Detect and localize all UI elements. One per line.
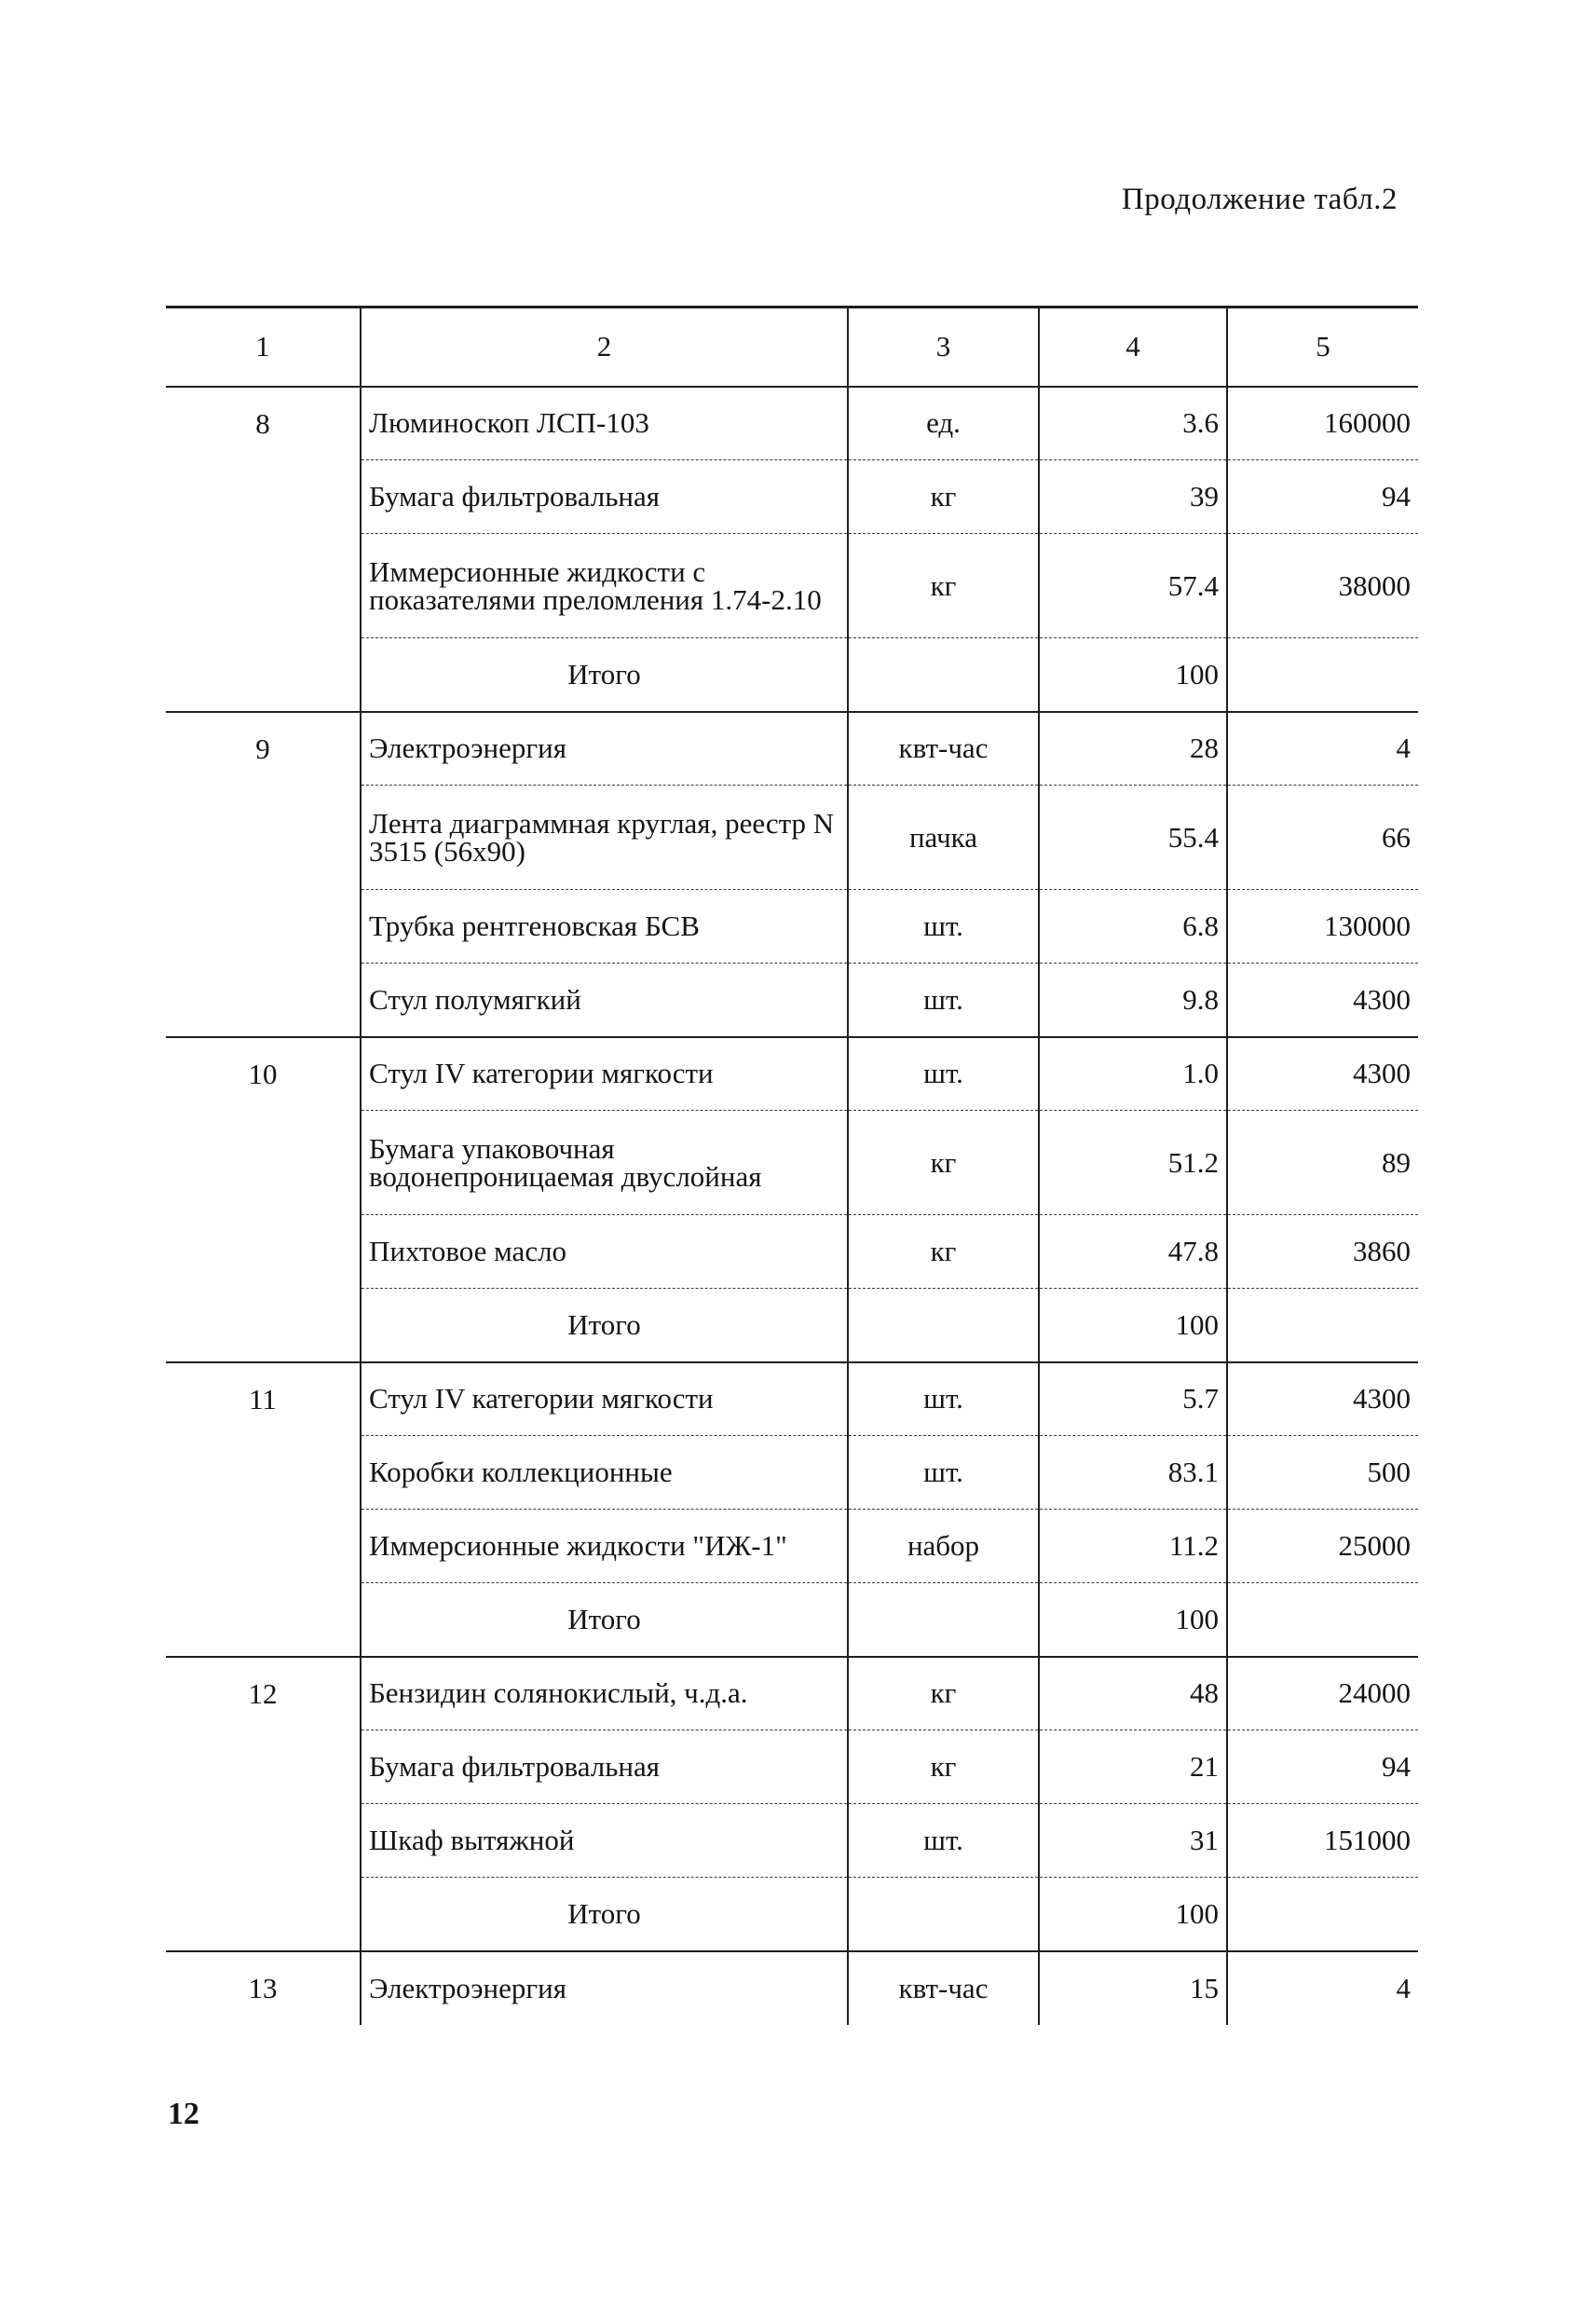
material-name-cell: Иммерсионные жидкости с показателями преломления 1.74-2.10 — [361, 534, 848, 638]
row-number-cell: 10 — [166, 1037, 361, 1111]
price-cell: 500 — [1227, 1436, 1418, 1510]
table-row — [166, 1215, 1418, 1289]
price-cell — [1227, 1289, 1418, 1362]
unit-cell: кг — [848, 1657, 1039, 1730]
header-cell: 3 — [848, 308, 1039, 387]
materials-table — [166, 306, 1418, 2025]
price-cell: 66 — [1227, 786, 1418, 890]
table-row — [166, 1804, 1418, 1878]
row-number-cell — [166, 1111, 361, 1215]
share-percent-cell: 5.7 — [1039, 1362, 1227, 1436]
row-number-cell: 11 — [166, 1362, 361, 1436]
unit-cell: квт-час — [848, 712, 1039, 786]
table-row — [166, 1436, 1418, 1510]
material-name-cell: Стул IV категории мягкости — [361, 1362, 848, 1436]
price-cell: 89 — [1227, 1111, 1418, 1215]
table-row — [166, 786, 1418, 890]
row-number-cell — [166, 1804, 361, 1878]
row-number-cell — [166, 1215, 361, 1289]
table-row — [166, 1583, 1418, 1657]
share-percent-cell: 1.0 — [1039, 1037, 1227, 1111]
unit-cell: кг — [848, 534, 1039, 638]
price-cell: 4300 — [1227, 1362, 1418, 1436]
material-name-cell: Бензидин солянокислый, ч.д.а. — [361, 1657, 848, 1730]
header-cell: 1 — [166, 308, 361, 387]
share-percent-cell: 28 — [1039, 712, 1227, 786]
price-cell — [1227, 638, 1418, 712]
unit-cell: шт. — [848, 964, 1039, 1037]
table-row — [166, 1510, 1418, 1583]
price-cell: 4 — [1227, 712, 1418, 786]
row-number-cell — [166, 1436, 361, 1510]
row-number-cell — [166, 638, 361, 712]
unit-cell: шт. — [848, 1037, 1039, 1111]
unit-cell: шт. — [848, 890, 1039, 964]
price-cell: 4300 — [1227, 1037, 1418, 1111]
table-row — [166, 1362, 1418, 1436]
unit-cell: шт. — [848, 1436, 1039, 1510]
share-percent-cell: 100 — [1039, 638, 1227, 712]
share-percent-cell: 3.6 — [1039, 387, 1227, 460]
table-row — [166, 964, 1418, 1037]
table-row — [166, 460, 1418, 534]
row-number-cell — [166, 1583, 361, 1657]
table-row — [166, 1037, 1418, 1111]
row-number-cell — [166, 964, 361, 1037]
unit-cell: кг — [848, 460, 1039, 534]
material-name-cell: Стул IV категории мягкости — [361, 1037, 848, 1111]
row-number-cell: 12 — [166, 1657, 361, 1730]
header-row — [166, 308, 1418, 387]
material-name-cell: Пихтовое масло — [361, 1215, 848, 1289]
share-percent-cell: 11.2 — [1039, 1510, 1227, 1583]
share-percent-cell: 47.8 — [1039, 1215, 1227, 1289]
share-percent-cell: 48 — [1039, 1657, 1227, 1730]
row-number-cell: 8 — [166, 387, 361, 460]
price-cell: 3860 — [1227, 1215, 1418, 1289]
unit-cell: ед. — [848, 387, 1039, 460]
header-cell: 2 — [361, 308, 848, 387]
unit-cell: шт. — [848, 1362, 1039, 1436]
material-name-cell: Трубка рентгеновская БСВ — [361, 890, 848, 964]
unit-cell — [848, 1583, 1039, 1657]
price-cell: 94 — [1227, 1730, 1418, 1804]
row-number-cell — [166, 534, 361, 638]
price-cell: 94 — [1227, 460, 1418, 534]
price-cell: 38000 — [1227, 534, 1418, 638]
table-row — [166, 387, 1418, 460]
table-row — [166, 1657, 1418, 1730]
table-row — [166, 712, 1418, 786]
unit-cell: набор — [848, 1510, 1039, 1583]
price-cell: 4 — [1227, 1951, 1418, 2025]
material-name-cell: Иммерсионные жидкости "ИЖ-1" — [361, 1510, 848, 1583]
row-number-cell — [166, 1878, 361, 1951]
share-percent-cell: 39 — [1039, 460, 1227, 534]
price-cell — [1227, 1583, 1418, 1657]
share-percent-cell: 6.8 — [1039, 890, 1227, 964]
row-number-cell — [166, 1510, 361, 1583]
share-percent-cell: 57.4 — [1039, 534, 1227, 638]
price-cell: 25000 — [1227, 1510, 1418, 1583]
row-number-cell: 9 — [166, 712, 361, 786]
table-row — [166, 1878, 1418, 1951]
table-row — [166, 1289, 1418, 1362]
price-cell: 160000 — [1227, 387, 1418, 460]
price-cell: 151000 — [1227, 1804, 1418, 1878]
share-percent-cell: 55.4 — [1039, 786, 1227, 890]
share-percent-cell: 100 — [1039, 1583, 1227, 1657]
share-percent-cell: 21 — [1039, 1730, 1227, 1804]
material-name-cell: Бумага упаковочная водонепроницаемая двуслойная — [361, 1111, 848, 1215]
row-number-cell — [166, 1289, 361, 1362]
share-percent-cell: 100 — [1039, 1878, 1227, 1951]
unit-cell: пачка — [848, 786, 1039, 890]
row-number-cell: 13 — [166, 1951, 361, 2025]
unit-cell: шт. — [848, 1804, 1039, 1878]
table-row — [166, 1111, 1418, 1215]
unit-cell — [848, 1289, 1039, 1362]
table-row — [166, 534, 1418, 638]
table-row — [166, 1730, 1418, 1804]
share-percent-cell: 100 — [1039, 1289, 1227, 1362]
material-name-cell: Коробки коллекционные — [361, 1436, 848, 1510]
page-number: 12 — [168, 2097, 199, 2131]
share-percent-cell: 31 — [1039, 1804, 1227, 1878]
row-number-cell — [166, 890, 361, 964]
unit-cell: кг — [848, 1111, 1039, 1215]
total-label: Итого — [361, 1878, 848, 1951]
table-row — [166, 890, 1418, 964]
header-cell: 5 — [1227, 308, 1418, 387]
material-name-cell: Электроэнергия — [361, 1951, 848, 2025]
total-label: Итого — [361, 1289, 848, 1362]
unit-cell — [848, 638, 1039, 712]
price-cell — [1227, 1878, 1418, 1951]
share-percent-cell: 15 — [1039, 1951, 1227, 2025]
share-percent-cell: 9.8 — [1039, 964, 1227, 1037]
header-cell: 4 — [1039, 308, 1227, 387]
unit-cell: кг — [848, 1215, 1039, 1289]
unit-cell — [848, 1878, 1039, 1951]
share-percent-cell: 83.1 — [1039, 1436, 1227, 1510]
material-name-cell: Стул полумягкий — [361, 964, 848, 1037]
row-number-cell — [166, 460, 361, 534]
price-cell: 130000 — [1227, 890, 1418, 964]
material-name-cell: Лента диаграммная круглая, реестр N 3515 (56х90) — [361, 786, 848, 890]
table-caption: Продолжение табл.2 — [1121, 183, 1398, 216]
total-label: Итого — [361, 1583, 848, 1657]
material-name-cell: Бумага фильтровальная — [361, 460, 848, 534]
material-name-cell: Люминоскоп ЛСП-103 — [361, 387, 848, 460]
unit-cell: квт-час — [848, 1951, 1039, 2025]
material-name-cell: Шкаф вытяжной — [361, 1804, 848, 1878]
row-number-cell — [166, 1730, 361, 1804]
row-number-cell — [166, 786, 361, 890]
table-row — [166, 1951, 1418, 2025]
total-label: Итого — [361, 638, 848, 712]
material-name-cell: Электроэнергия — [361, 712, 848, 786]
table-row — [166, 638, 1418, 712]
price-cell: 4300 — [1227, 964, 1418, 1037]
price-cell: 24000 — [1227, 1657, 1418, 1730]
share-percent-cell: 51.2 — [1039, 1111, 1227, 1215]
material-name-cell: Бумага фильтровальная — [361, 1730, 848, 1804]
unit-cell: кг — [848, 1730, 1039, 1804]
